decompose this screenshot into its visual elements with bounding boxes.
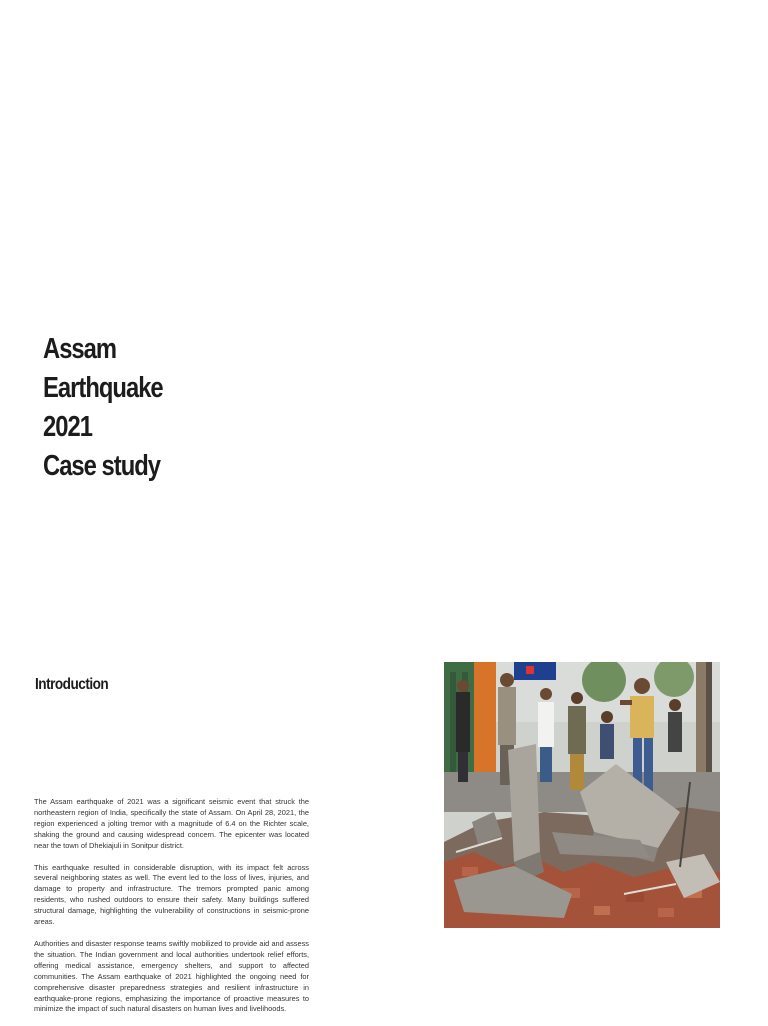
earthquake-damage-photo [444,662,720,928]
shop-banner [514,662,556,680]
paragraph: Authorities and disaster response teams swiftly mobilized to provide aid and assess the situation. The Indian government and local authorities undertook relief efforts, offering medical assistance, emergency shelters, and support to affected communities. The Assam earthquake of 2021 highlighted the ongoing need for comprehensive disaster preparedness strategies and resilient infrastructure in earthquake-prone regions, emphasizing the importance of proactive measures to minimize the impact of such natural disasters on human lives and livelihoods. [34,938,309,1014]
title-line: Earthquake [43,372,163,404]
title-line: Case study [43,450,161,482]
body-text [34,797,309,1026]
title-line: 2021 [43,411,92,443]
orange-pillar [474,662,496,787]
section-heading: Introduction [35,676,109,693]
paragraph: This earthquake resulted in considerable disruption, with its impact felt across several neighboring states as well. The event led to the loss of lives, injuries, and damage to property and infrastructure. The tremors prompted panic among residents, who rushed outdoors to ensure their safety. Many buildings suffered structural damage, highlighting the vulnerability of constructions in seismic-prone areas. [34,862,309,927]
document-title [43,330,163,486]
paragraph: The Assam earthquake of 2021 was a significant seismic event that struck the northeastern region of India, specifically the state of Assam. On April 28, 2021, the region experienced a jolting tremor with a magnitude of 6.4 on the Richter scale, shaking the ground and causing widespread concern. The epicenter was located near the town of Dhekiajuli in Sonitpur district. [34,797,309,850]
photo-illustration [444,662,720,928]
title-line: Assam [43,333,117,365]
